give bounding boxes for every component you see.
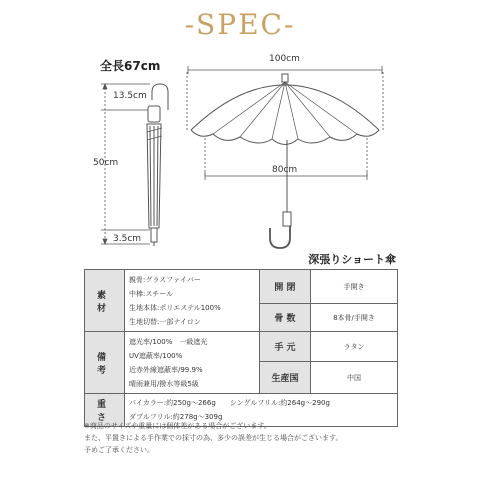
spec-table: [84, 269, 398, 427]
material-line: 親骨:グラスファイバー: [129, 275, 201, 284]
remarks-cell: [125, 332, 260, 394]
remarks-line: UV遮蔽率/100%: [129, 351, 183, 360]
material-cell: [125, 270, 260, 332]
open-handle: [270, 226, 290, 248]
ribs-value: 8本骨/手開き: [311, 304, 398, 332]
remarks-line: 近赤外線遮蔽率/99.9%: [129, 365, 203, 374]
material-line: 生地本体:ポリエステル100%: [129, 303, 221, 312]
remarks-label: 備 考: [85, 332, 125, 394]
handle-value: ラタン: [311, 332, 398, 362]
spec-row-handle: [85, 332, 398, 362]
note-line: 予めご了承ください。: [84, 446, 154, 454]
page-title: -SPEC-: [184, 8, 296, 41]
tip-dimension: 3.5cm: [113, 234, 142, 244]
notes: [84, 420, 404, 456]
diameter-outer-dimension: 100cm: [269, 54, 300, 64]
handle-dimension: 13.5cm: [113, 91, 147, 101]
note-line: ※商品のサイズや重量には個体差がある場合がございます。: [84, 422, 271, 430]
remarks-line: 遮光率/100% 一級遮光: [129, 337, 208, 346]
product-name: 深張りショート傘: [308, 253, 396, 266]
origin-value: 中国: [311, 362, 398, 394]
material-label: 素 材: [85, 270, 125, 332]
material-line: 中棒:スチール: [129, 289, 174, 298]
weight-line: ダブルフリル:約278g～309g: [129, 413, 223, 421]
material-line: 生地切替:一部ナイロン: [129, 317, 201, 326]
open-umbrella: [187, 66, 383, 248]
closed-umbrella: [147, 84, 168, 246]
body-dimension: 50cm: [93, 158, 119, 168]
open-label: 開 閉: [260, 270, 311, 304]
ribs-label: 骨 数: [260, 304, 311, 332]
spec-row-open: [85, 270, 398, 304]
handle-label: 手 元: [260, 332, 311, 362]
remarks-line: 晴雨兼用/撥水等級5級: [129, 379, 199, 388]
weight-label: 重 さ: [85, 394, 125, 427]
origin-label: 生産国: [260, 362, 311, 394]
total-length-label: 全長67cm: [100, 59, 161, 73]
open-value: 手開き: [311, 270, 398, 304]
weight-line: パイカラー:約250g～266g シングルフリル:約264g～290g: [129, 399, 330, 407]
diameter-inner-dimension: 80cm: [272, 165, 298, 175]
note-line: また、平置きによる手作業での採寸の為、多少の誤差が生じる場合がございます。: [84, 434, 343, 442]
